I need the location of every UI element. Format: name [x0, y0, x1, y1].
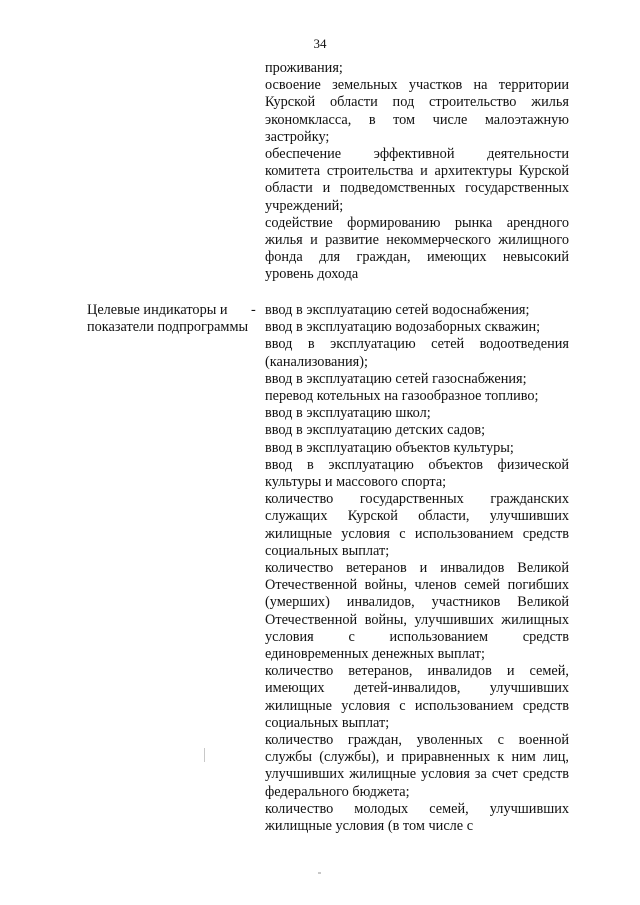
indicator-item: ввод в эксплуатацию объектов культуры;: [265, 439, 514, 456]
top-item: проживания;: [265, 60, 343, 76]
indicator-item: перевод котельных на газообразное топливо;: [265, 388, 539, 405]
indicator-item: количество государственных гражданских служащих Курской области, улучшивших жилищные условия с использованием средств социальных выплат;: [265, 491, 569, 559]
indicator-item: ввод в эксплуатацию объектов физической культуры и массового спорта;: [265, 456, 569, 491]
indicator-item: ввод в эксплуатацию водозаборных скважин;: [265, 319, 541, 336]
top-item: обеспечение эффективной деятельности комитета строительства и архитектуры Курской области и подведомственных государственных учреждений;: [265, 146, 569, 214]
indicator-item: ввод в эксплуатацию сетей газоснабжения;: [265, 370, 527, 387]
indicator-item: ввод в эксплуатацию сетей водоотведения (канализования);: [265, 336, 569, 370]
section-dash: -: [251, 302, 256, 318]
top-items-block: [265, 60, 569, 284]
indicator-item: количество граждан, уволенных с военной службы (службы), и приравненных к ним лиц, улучшивших жилищные условия за счет средств федерального бюджета;: [265, 732, 569, 800]
section-label: Целевые индикаторы и показатели подпрограммы: [87, 302, 249, 336]
indicator-item: количество молодых семей, улучшивших жилищные условия (в том числе с: [265, 800, 569, 835]
indicator-item: количество ветеранов и инвалидов Великой Отечественной войны, членов семей погибших (умерших) инвалидов, участников Великой Отечественной войны, улучшивших жилищных условия с использованием средств единовременных денежных выплат;: [265, 560, 569, 663]
top-item: содействие формированию рынка арендного жилья и развитие некоммерческого жилищного фонда для граждан, имеющих невысокий уровень дохода: [265, 214, 569, 283]
scan-speck: [318, 872, 321, 874]
indicator-list: [265, 302, 569, 835]
indicator-item: количество ветеранов, инвалидов и семей, имеющих детей-инвалидов, улучшивших жилищные условия с использованием средств социальных выплат;: [265, 663, 569, 731]
scan-speck: [204, 748, 205, 762]
indicator-item: ввод в эксплуатацию школ;: [265, 405, 431, 422]
indicator-item: ввод в эксплуатацию детских садов;: [265, 422, 486, 439]
indicator-item: ввод в эксплуатацию сетей водоснабжения;: [265, 302, 530, 318]
page-number: 34: [313, 36, 327, 51]
top-item: освоение земельных участков на территории Курской области под строительство жилья экономкласса, в том числе малоэтажную застройку;: [265, 77, 569, 145]
